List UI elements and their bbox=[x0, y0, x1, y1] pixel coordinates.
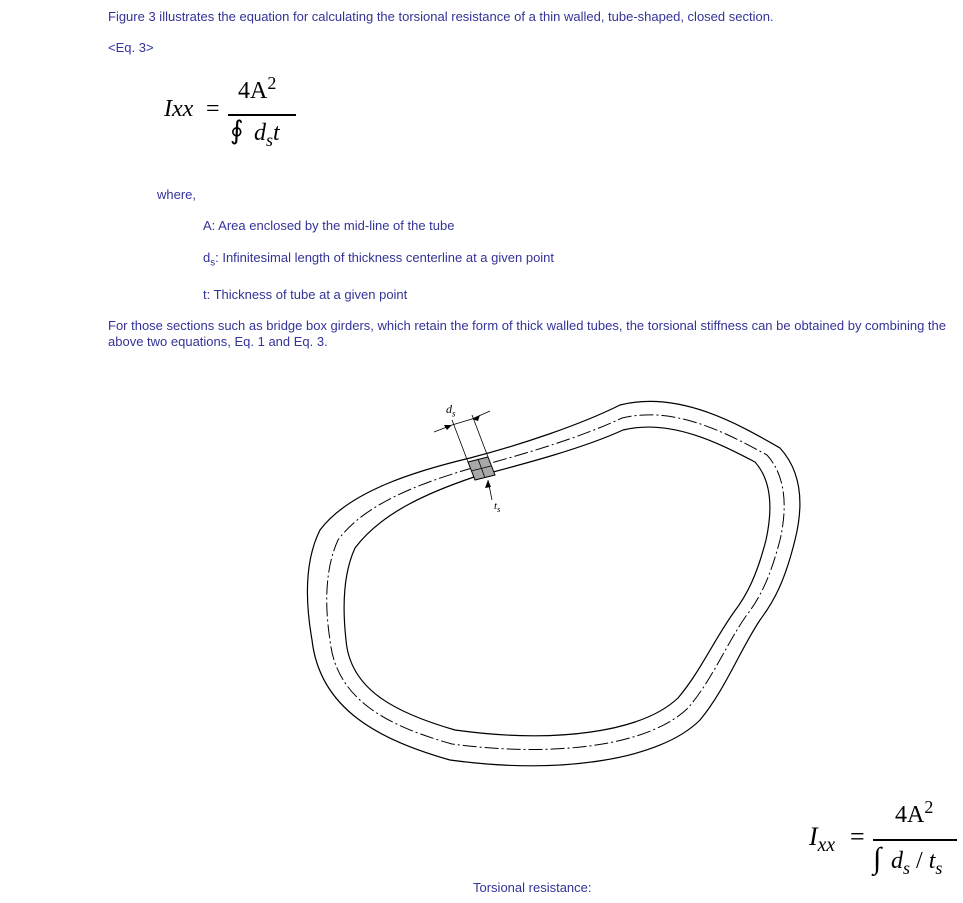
eq3-denominator-t: t bbox=[273, 120, 280, 146]
eq3-equals: = bbox=[206, 96, 220, 122]
where-label: where, bbox=[157, 187, 197, 202]
eq3-integral: ∮ bbox=[230, 116, 244, 145]
definition-ds bbox=[203, 250, 555, 269]
eq3-numerator: 4A bbox=[238, 78, 268, 104]
definition-ds-symbol: d bbox=[203, 250, 211, 265]
figure-caption: Torsional resistance: bbox=[473, 880, 592, 895]
ts-figure-label: $t_s$ bbox=[494, 500, 501, 515]
eqb-integral: ∫ bbox=[873, 842, 882, 875]
equation-3 bbox=[160, 73, 320, 168]
intro-text: Figure 3 illustrates the equation for calculating the torsional resistance of a thin walled, tube-shaped, closed section. bbox=[108, 9, 774, 24]
definition-ds-sub: s bbox=[210, 257, 216, 269]
eq3-lhs: Ixx bbox=[164, 96, 194, 122]
definition-t: t: Thickness of tube at a given point bbox=[203, 287, 408, 302]
eq3-denominator-sub: s bbox=[266, 129, 274, 150]
eqb-equals: = bbox=[850, 822, 865, 851]
eq3-denominator-var: d bbox=[254, 120, 266, 146]
tube-outer-wall bbox=[307, 401, 800, 765]
eqb-numerator: 4A bbox=[895, 802, 925, 828]
eqb-t: t bbox=[928, 848, 936, 874]
eqb-lhs-sub: xx bbox=[817, 835, 835, 857]
eq3-numerator-exp: 2 bbox=[267, 73, 277, 93]
ds-figure-label: $d_s$ bbox=[446, 402, 456, 419]
eqb-numerator-exp: 2 bbox=[924, 797, 934, 817]
tube-inner-wall bbox=[344, 427, 770, 736]
combined-text: For those sections such as bridge box girders, which retain the form of thick walled tubes, the torsional stiffness can be obtained by combining the above two equations, Eq. 1 and Eq. 3. bbox=[108, 318, 946, 349]
eqb-d: d bbox=[891, 848, 903, 874]
definition-ds-text: : Infinitesimal length of thickness centerline at a given point bbox=[215, 250, 555, 265]
eqb-lhs: I bbox=[809, 822, 818, 851]
eqb-fraction-bar bbox=[873, 839, 957, 841]
equation-bottom bbox=[805, 797, 963, 895]
tube-section-figure bbox=[290, 395, 810, 785]
eqb-slash: / bbox=[916, 848, 923, 874]
eqb-t-sub: s bbox=[935, 857, 943, 878]
eq-label: <Eq. 3> bbox=[108, 40, 154, 55]
eqb-d-sub: s bbox=[903, 857, 911, 878]
definition-a: A: Area enclosed by the mid-line of the tube bbox=[203, 218, 455, 233]
